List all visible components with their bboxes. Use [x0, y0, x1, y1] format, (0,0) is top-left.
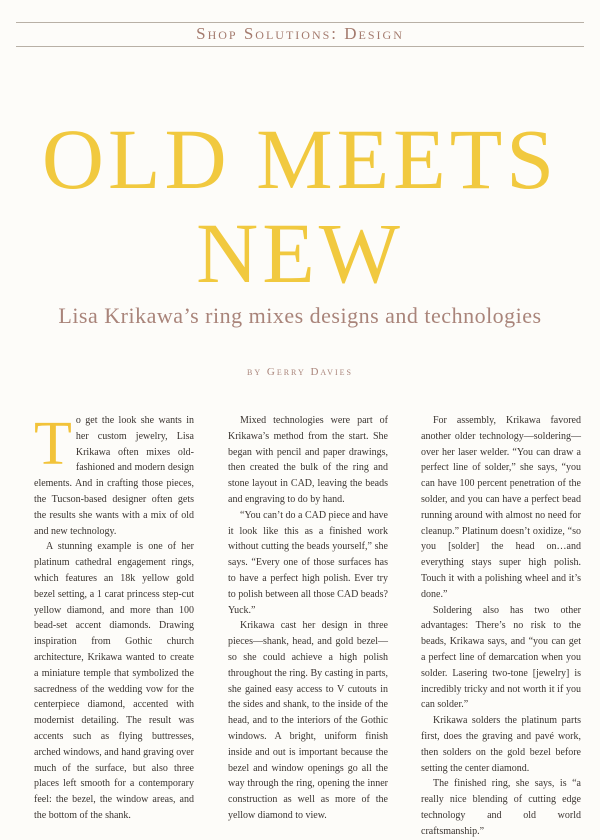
- paragraph: Mixed technologies were part of Krikawa’s method from the start. She began with pencil and paper drawings, then created the bulk of the ring and stone layout in CAD, leaving the beads and engraving to do by hand.: [228, 415, 388, 505]
- header-top-rule: [16, 22, 584, 23]
- byline: by Gerry Davies: [247, 366, 353, 378]
- drop-cap: T: [34, 410, 72, 478]
- paragraph: [34, 410, 194, 539]
- paragraph: For assembly, Krikawa favored another older technology—soldering—over her laser welder. “You can draw a perfect line of solder,” she says, “you can have 100 percent penetration of the solder, and you can have a perfect bead running around with almost no need for cleanup.” Platinum doesn’t oxidize, “so you [solder] the head on…and everything stays super high polish. Touch it with a polishing wheel and it’s done.”: [421, 415, 581, 600]
- article-column-1: [34, 410, 194, 824]
- headline-line2: NEW: [196, 205, 404, 301]
- article-column-3: [421, 413, 581, 840]
- header-bottom-rule: [16, 46, 584, 47]
- paragraph: Krikawa cast her design in three pieces—shank, head, and gold bezel—so she could achieve a high polish throughout the ring. By casting in parts, she gained easy access to V cutouts in the sides and shank, to the inside of the head, and to the interiors of the Gothic windows. A bright, uniform finish inside and out is important because the bezel and window openings go all the way through the ring, opening the inner construction as well as more of the yellow diamond to view.: [228, 620, 388, 821]
- paragraph: “You can’t do a CAD piece and have it look like this as a finished work without cutting the beads yourself,” she says. “Every one of those surfaces has to have a perfect high polish. Ever try to polish between all those CAD beads? Yuck.”: [228, 509, 388, 616]
- paragraph: The finished ring, she says, is “a really nice blending of cutting edge technology and old world craftsmanship.”: [421, 778, 581, 837]
- paragraph-text: o get the look she wants in her custom jewelry, Lisa Krikawa often mixes old-fashioned and modern design elements. And in crafting those pieces, the Tucson-based designer often gets the results she wants with a mix of old and new technology.: [34, 415, 194, 537]
- headline-line1: OLD MEETS: [41, 111, 559, 207]
- subheadline: Lisa Krikawa’s ring mixes designs and technologies: [58, 303, 542, 328]
- headline: [0, 112, 600, 300]
- paragraph: A stunning example is one of her platinum cathedral engagement rings, which features an 18k yellow gold bezel setting, a 1 carat princess step-cut yellow diamond, and more than 100 bead-set accent diamonds. Drawing inspiration from Gothic church architecture, Krikawa wanted to create a miniature temple that symbolized the sacredness of the wedding vow for the centerpiece diamond, accented with modernist detailing. The result was accents such as flying buttresses, arched windows, and hand graving over much of the surface, but also three places left smooth for a contemporary feel: the bezel, the window areas, and the bottom of the shank.: [34, 541, 194, 821]
- paragraph: Krikawa solders the platinum parts first, does the graving and pavé work, then solders on the gold bezel before setting the center diamond.: [421, 715, 581, 774]
- section-title: Shop Solutions: Design: [196, 24, 404, 43]
- paragraph: Soldering also has two other advantages: There’s no risk to the beads, Krikawa says, and “you can get a perfect line of demarcation when you solder. Lasering two-tone [jewelry] is incredibly tricky and not worth it if you can solder.”: [421, 604, 581, 711]
- article-column-2: [228, 413, 388, 824]
